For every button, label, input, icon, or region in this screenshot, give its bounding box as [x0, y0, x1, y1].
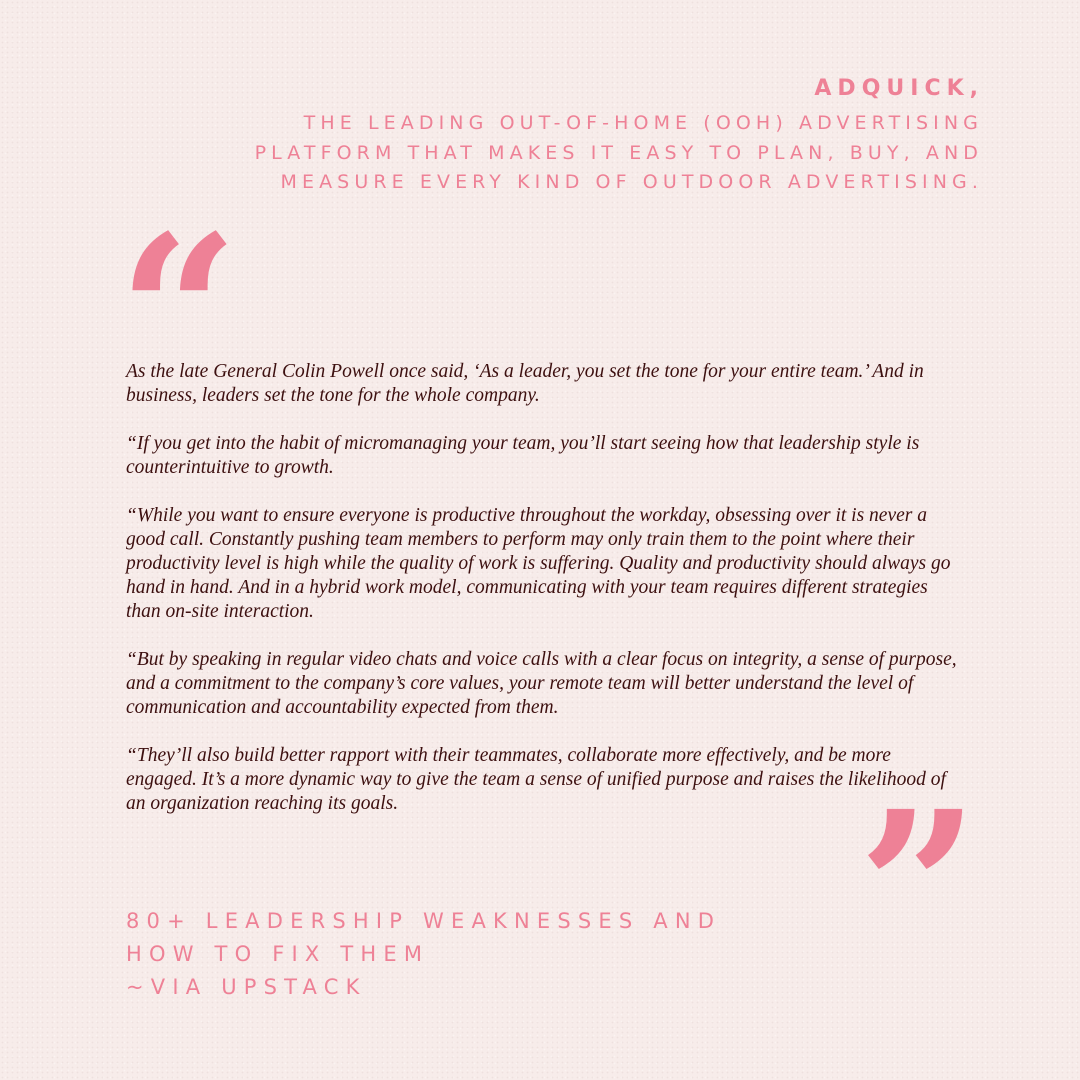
quote-paragraph: “They’ll also build better rapport with their teammates, collaborate more effectively, and be more engaged. It’s a more dynamic way to give the team a sense of unified purpose and raises the likelihood of an organization reaching its goals. — [126, 745, 946, 814]
open-quote-icon: “ — [118, 189, 239, 436]
tagline-line: MEASURE EVERY KIND OF OUTDOOR ADVERTISING. — [280, 171, 983, 193]
source-attribution — [126, 905, 721, 1004]
quote-body — [126, 360, 966, 816]
tagline-line: PLATFORM THAT MAKES IT EASY TO PLAN, BUY, AND — [254, 141, 983, 164]
source-line: HOW TO FIX THEM — [126, 942, 430, 966]
tagline — [218, 109, 983, 198]
brand-name: ADQUICK, — [814, 76, 984, 101]
tagline-line: THE LEADING OUT-OF-HOME (OOH) ADVERTISING — [303, 112, 983, 134]
quote-paragraph: “If you get into the habit of micromanaging your team, you’ll start seeing how that leadership style is counterintuitive to growth. — [126, 433, 920, 478]
source-line: ~VIA UPSTACK — [126, 975, 367, 999]
quote-paragraph: “But by speaking in regular video chats and voice calls with a clear focus on integrity, a sense of purpose, and a commitment to the company’s core values, your remote team will better understand the level of communication and accountability expected from them. — [126, 649, 957, 718]
close-quote-icon: ” — [858, 765, 979, 1012]
quote-paragraph: As the late General Colin Powell once said, ‘As a leader, you set the tone for your entire team.’ And in business, leaders set the tone for the whole company. — [126, 361, 924, 406]
source-line: 80+ LEADERSHIP WEAKNESSES AND — [126, 909, 722, 933]
quote-paragraph: “While you want to ensure everyone is productive throughout the workday, obsessing over it is never a good call. Constantly pushing team members to perform may only train them to the point where their productivity level is high while the quality of work is suffering. Quality and productivity should always go hand in hand. And in a hybrid work model, communicating with your team requires different strategies than on-site interaction. — [126, 505, 951, 622]
header — [218, 74, 984, 198]
